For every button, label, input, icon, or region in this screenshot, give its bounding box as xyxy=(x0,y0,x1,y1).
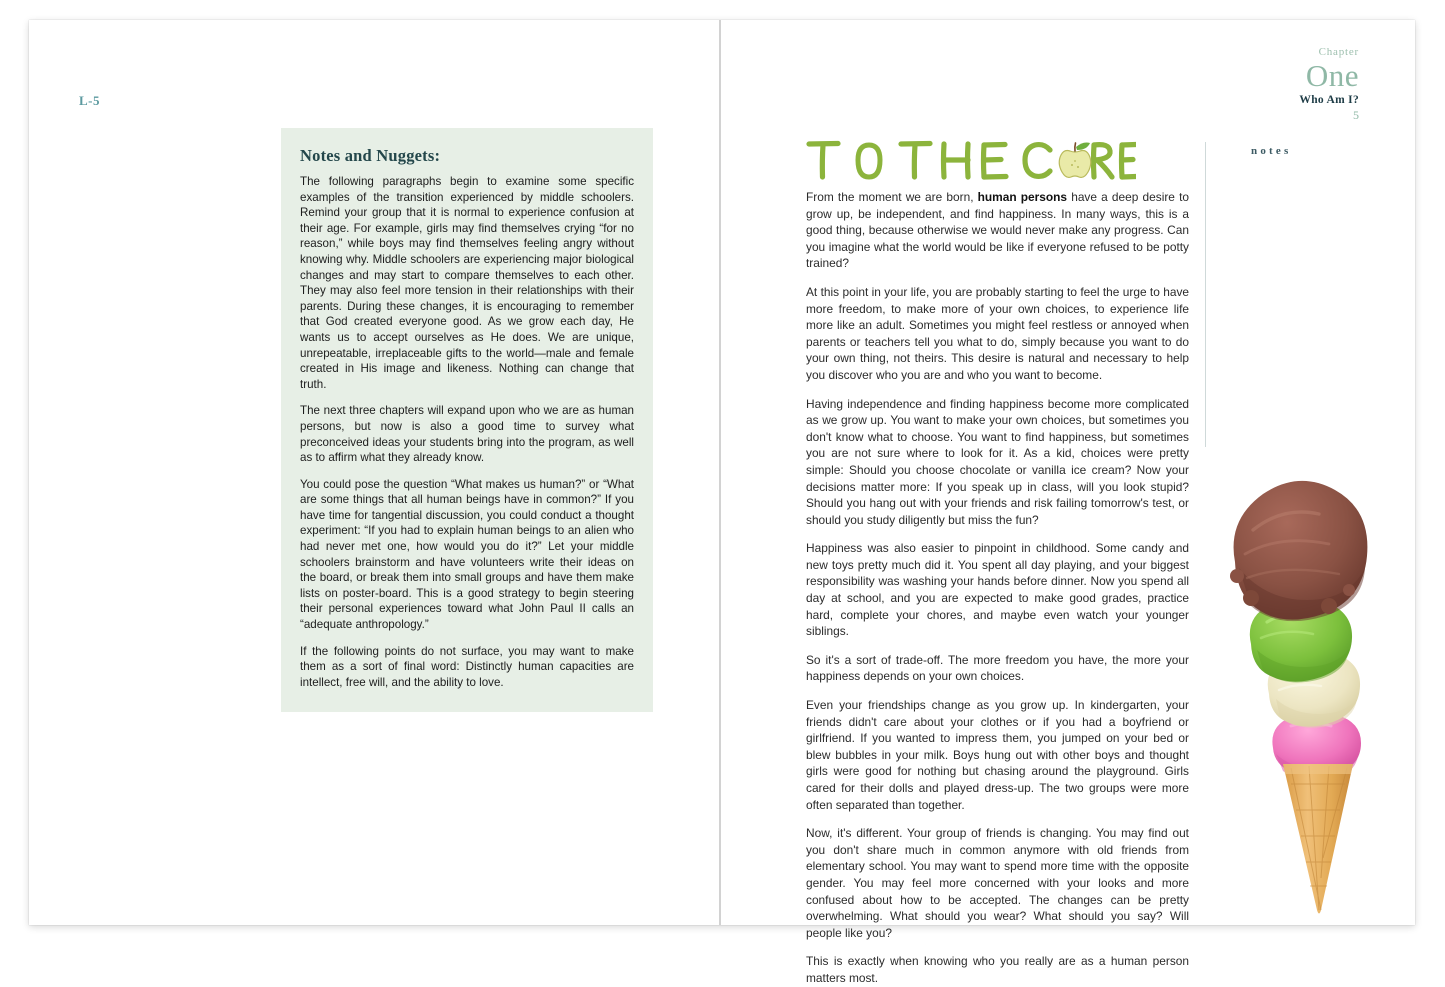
notes-margin-label: notes xyxy=(1251,145,1292,157)
chapter-header xyxy=(1299,46,1359,123)
apple-icon xyxy=(1059,143,1091,178)
notes-paragraph: If the following points do not surface, you may want to make them as a sort of final word: Distinctly human capacities are intellect, free will, and the ability to love. xyxy=(300,644,634,689)
body-paragraph: Now, it's different. Your group of friends is changing. You may find out you don't share much in common anymore with old friends from elementary school. You may want to spend more time with the opposite gender. You may feel more concerned with your looks and more confused about how to be accepted. The changes can be pretty overwhelming. What should you wear? What should you say? Will people like you? xyxy=(806,826,1189,940)
notes-and-nuggets-heading: Notes and Nuggets: xyxy=(300,146,441,165)
body-paragraph: So it's a sort of trade-off. The more freedom you have, the more your happiness depends on your own choices. xyxy=(806,652,1189,684)
chapter-subtitle: Who Am I? xyxy=(1299,94,1359,106)
body-paragraph: Having independence and finding happiness become more complicated as we grow up. You want to make your own choices, but sometimes you don't know what to choose. You want to find happiness, but sometimes you are not sure where to look for it. As a kid, choices were pretty simple: Should you choose chocolate or vanilla ice cream? Now your decisions matter more: If you speak up in class, will you look stupid? Should you hang out with your friends and risk failing tomorrow's test, or should you study diligently but miss the fun? xyxy=(806,396,1189,527)
scoop-chocolate xyxy=(1230,481,1367,621)
notes-paragraph: You could pose the question “What makes us human?” or “What are some things that all human beings have in common?” If you have time for tangential discussion, you could conduct a thought experiment: “If you had to explain human beings to an alien who had never met one, how would you do it?” Let your middle schoolers brainstorm and have volunteers write their ideas on the board, or break them into small groups and have them make lists on poster-board. This is a good strategy to begin steering their personal experiences toward what John Paul II calls an “adequate anthropology.” xyxy=(300,477,634,632)
bold-term: human persons xyxy=(977,190,1068,204)
left-page xyxy=(29,20,719,925)
book-spread xyxy=(29,20,1415,985)
chapter-kicker-label: Chapter xyxy=(1318,46,1359,58)
body-paragraph: This is exactly when knowing who you really are as a human person matters most. xyxy=(806,954,1189,985)
body-paragraph: Even your friendships change as you grow up. In kindergarten, your friends didn't care about your clothes or if you had a boyfriend or girlfriend. If you wanted to impress them, you jumped on your bed or blew bubbles in your milk. Boys hung out with other boys and thought girls were good for nothing but chasing around the playground. Girls cared for their dolls and played dress-up. The two groups were more often separated than together. xyxy=(806,698,1189,812)
column-divider-rule xyxy=(1205,142,1206,447)
body-paragraph: At this point in your life, you are probably starting to feel the urge to have more freedom, to make more of your own choices, to experience life more like an adult. Sometimes you might feel restless or annoyed when parents or teachers tell you what to do, simply because you want to do your own thing, not theirs. This desire is natural and necessary to help you discover who you are and who you want to become. xyxy=(806,284,1189,382)
section-title xyxy=(806,138,1136,184)
body-text-column xyxy=(806,189,1189,987)
left-page-folio: L-5 xyxy=(79,93,100,108)
body-paragraph: Happiness was also easier to pinpoint in childhood. Some candy and new toys pretty much did it. You spent all day playing, and your biggest responsibility was washing your hands before dinner. Now you spend all day at school, and you are expected to make good grades, practice hard, complete your chores, and maybe even watch your younger siblings. xyxy=(806,541,1189,639)
body-paragraph xyxy=(806,189,1189,272)
chapter-number: One xyxy=(1305,58,1359,93)
waffle-cone xyxy=(1283,764,1353,914)
notes-paragraph: The following paragraphs begin to examine some specific examples of the transition experienced by middle schoolers. Remind your group that it is normal to experience confusion at their age. For example, girls may find themselves crying “for no reason,” while boys may find themselves feeling angry without knowing why. Middle schoolers are experiencing major biological changes and may start to compare themselves to each other. They may also feel more tension in their relationships with their parents. During these changes, it is encouraging to remember that God created everyone good. As we grow each day, He wants us to accept ourselves as He does. We are unique, unrepeatable, irreplaceable gifts to the world—male and female created in His image and likeness. Nothing can change that truth. xyxy=(300,175,634,391)
ice-cream-cone-illustration xyxy=(1221,458,1417,923)
notes-and-nuggets-box xyxy=(281,128,653,712)
right-page-folio: 5 xyxy=(1353,108,1359,122)
section-title-lettering xyxy=(806,138,1136,184)
right-page xyxy=(721,20,1415,985)
paragraph-lead: From the moment we are born, xyxy=(806,190,978,204)
paragraph-rest: have a deep desire to grow up, be independent, and find happiness. In many ways, this is a good thing, because otherwise we would never make any progress. Can you imagine what the world would be like if everyone refused to be potty trained? xyxy=(806,190,1189,271)
notes-paragraph: The next three chapters will expand upon who we are as human persons, but now is also a good time to survey what preconceived ideas your students bring into the program, as well as to affirm what they already know. xyxy=(300,404,634,465)
